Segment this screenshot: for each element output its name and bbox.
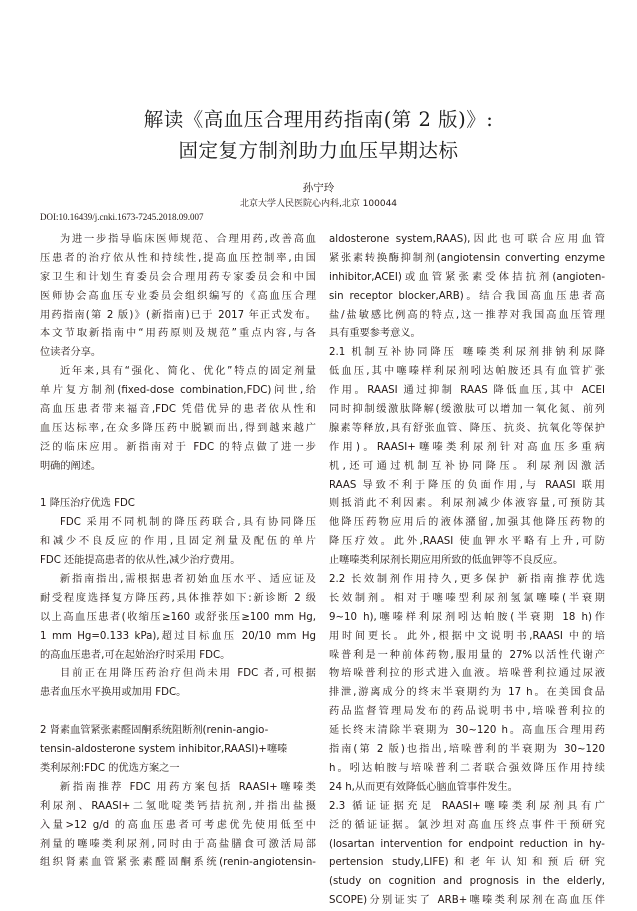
text-line: 位读者分享。 xyxy=(40,347,102,359)
text-line: FDC 采用不同机制的降压药联合,具有协同降压 xyxy=(60,517,316,529)
text-line: 腺素等释放,具有舒张血管、降压、抗炎、抗氧化等保护 xyxy=(329,422,605,434)
text-line: 耐受程度选择复方降压药,具体推荐如下:新诊断 2 级 xyxy=(40,592,316,604)
text-line: 单片复方制剂(fixed-dose combination,FDC)问世,给 xyxy=(40,385,316,397)
author-name: 孙宁玲 xyxy=(302,182,335,194)
text-line: 作用。RAASI 通过抑制 RAAS 降低血压,其中 ACEI xyxy=(329,385,605,397)
text-line: 剂量的噻嗪类利尿剂,同时由于高盐膳食可激活局部 xyxy=(40,838,316,850)
text-line: h。吲达帕胺与培哚普利二者联合强效降压作用持续 xyxy=(329,762,605,774)
text-line: 他降压药物应用后的液体潴留,加强其他降压药物的 xyxy=(329,517,605,529)
text-line: 1 mm Hg=0.133 kPa),超过目标血压 20/10 mm Hg xyxy=(40,630,316,642)
text-line: 指南(第 2 版)也指出,培哚普利的半衰期为 30~120 xyxy=(329,744,605,756)
text-line: 利尿剂、RAASI+二氢吡啶类钙拮抗剂,并指出盐摄 xyxy=(40,800,316,812)
text-line: 2.1 机制互补协同降压 噻嗪类利尿剂排钠利尿降 xyxy=(329,347,605,359)
text-line: sin receptor blocker,ARB)。结合我国高血压患者高 xyxy=(329,290,605,302)
text-line: 明确的阐述。 xyxy=(40,460,102,472)
text-line: 哚普利是一种前体药物,服用量的 27%以活性代谢产 xyxy=(329,649,605,661)
article-title-line-1: 解读《高血压合理用药指南(第 2 版)》: xyxy=(143,108,494,131)
text-line: 具有重要参考意义。 xyxy=(329,328,421,340)
text-line: 以上高血压患者(收缩压≥160 或舒张压≥100 mm Hg, xyxy=(40,611,316,623)
text-line: 9~10 h),噻嗪样利尿剂吲达帕胺(半衰期 18 h)作 xyxy=(329,611,605,623)
text-line: 组织肾素血管紧张素醛固酮系统(renin-angiotensin- xyxy=(40,857,316,869)
article-title-line-2: 固定复方制剂助力血压早期达标 xyxy=(178,139,459,162)
right-text-column xyxy=(329,231,605,911)
text-line: tensin-aldosterone system inhibitor,RAASI)+噻嗪 xyxy=(40,744,288,756)
left-text-column xyxy=(40,231,316,873)
text-line: 2 肾素血管紧张素醛固酮系统阻断剂(renin-angio- xyxy=(40,725,269,737)
text-line: 物培哚普利拉的形式进入血液。培哚普利拉通过尿液 xyxy=(329,668,605,680)
text-line: 同时抑制缓激肽降解(缓激肽可以增加一氧化氮、前列 xyxy=(329,404,605,416)
text-line: 2.3 循证证据充足 RAASI+噻嗪类利尿剂具有广 xyxy=(329,800,605,812)
text-line: 压患者的治疗依从性和持续性,提高血压控制率,由国 xyxy=(40,252,316,264)
text-line: 2.2 长效制剂作用持久,更多保护 新指南推荐优选 xyxy=(329,574,605,586)
text-line: 新指南指出,需根据患者初始血压水平、适应证及 xyxy=(60,574,316,586)
text-line: RAAS 导致不利于降压的负面作用,与 RAASI 联用 xyxy=(329,479,605,491)
text-line: 机,还可通过机制互补协同降压。利尿剂因激活 xyxy=(329,460,605,472)
text-line: 紧张素转换酶抑制剂(angiotensin converting enzyme xyxy=(329,252,605,264)
text-line: aldosterone system,RAAS),因此也可联合应用血管 xyxy=(329,234,605,245)
text-line: 泛的循证证据。氯沙坦对高血压终点事件干预研究 xyxy=(329,819,605,831)
text-line: 24 h,从而更有效降低心脑血管事件发生。 xyxy=(329,781,518,793)
text-line: FDC 还能提高患者的依从性,减少治疗费用。 xyxy=(40,555,241,567)
paragraph-gap xyxy=(40,477,316,496)
text-line: 医师协会高血压专业委员会组织编写的《高血压合理 xyxy=(40,290,316,302)
text-line: 近年来,具有“强化、简化、优化”特点的固定剂量 xyxy=(60,366,316,378)
text-line: 入量>12 g/d 的高血压患者可考虑优先使用低至中 xyxy=(40,819,316,831)
text-line: 家卫生和计划生育委员会合理用药专家委员会和中国 xyxy=(40,271,316,283)
text-line: 泛的临床应用。新指南对于 FDC 的特点做了进一步 xyxy=(40,441,316,453)
text-line: 排泄,游离成分的终末半衰期约为 17 h。在美国食品 xyxy=(329,687,605,699)
text-line: 药品监督管理局发布的药品说明书中,培哚普利拉的 xyxy=(329,706,605,718)
text-line: 止噻嗪类利尿剂长期应用所致的低血钾等不良反应。 xyxy=(329,555,564,567)
text-line: 低血压,其中噻嗪样利尿剂吲达帕胺还具有血管扩张 xyxy=(329,366,605,378)
text-line: 则抵消此不利因素。利尿剂减少体液容量,可预防其 xyxy=(329,498,605,510)
text-line: 新指南推荐 FDC 用药方案包括 RAASI+噻嗪类 xyxy=(60,781,316,793)
text-line: (study on cognition and prognosis in the elderly, xyxy=(329,876,605,888)
text-line: 类利尿剂:FDC 的优选方案之一 xyxy=(40,762,180,774)
text-line: 为进一步指导临床医师规范、合理用药,改善高血 xyxy=(60,234,316,245)
text-line: pertension study,LIFE)和老年认知和预后研究 xyxy=(329,857,605,869)
text-line: 的高血压患者,可在起始治疗时采用 FDC。 xyxy=(40,649,231,661)
text-line: 高血压患者带来福音,FDC 凭借优异的患者依从性和 xyxy=(40,404,316,416)
paragraph-gap xyxy=(40,703,316,722)
text-line: inhibitor,ACEI)或血管紧张素受体拮抗剂(angioten- xyxy=(329,271,605,283)
text-line: 用时间更长。此外,根据中文说明书,RAASI 中的培 xyxy=(329,630,605,642)
text-line: 降压疗效。此外,RAASI 使血钾水平略有上升,可防 xyxy=(329,536,605,548)
text-line: (losartan intervention for endpoint reduction in hy- xyxy=(329,838,605,850)
text-line: 本文节取新指南中“用药原则及规范”重点内容,与各 xyxy=(40,328,316,340)
text-line: 作用)。RAASI+噻嗪类利尿剂针对高血压多重病 xyxy=(329,441,605,453)
text-line: 患者血压水平换用或加用 FDC。 xyxy=(40,687,187,699)
text-line: 延长终末清除半衰期为 30~120 h。高血压合理用药 xyxy=(329,725,605,737)
text-line: 血压达标率,在众多降压药中脱颖而出,得到越来越广 xyxy=(40,422,316,434)
author-affiliation: 北京大学人民医院心内科,北京 100044 xyxy=(239,199,398,209)
text-line: 和减少不良反应的作用,且固定剂量及配伍的单片 xyxy=(40,536,316,548)
text-line: 盐/盐敏感比例高的特点,这一推荐对我国高血压管理 xyxy=(329,309,605,321)
text-line: 用药指南(第 2 版)》(新指南)已于 2017 年正式发布。 xyxy=(40,309,316,321)
text-line: 1 降压治疗优选 FDC xyxy=(40,498,135,510)
text-line: 长效制剂。相对于噻嗪型利尿剂氢氯噻嗪(半衰期 xyxy=(329,592,605,604)
text-line: 目前正在用降压药治疗但尚未用 FDC 者,可根据 xyxy=(60,668,316,680)
doi-line: DOI:10.16439/j.cnki.1673-7245.2018.09.007 xyxy=(40,212,204,222)
text-line: SCOPE)分别证实了 ARB+噻嗪类利尿剂在高血压伴 xyxy=(329,895,605,907)
